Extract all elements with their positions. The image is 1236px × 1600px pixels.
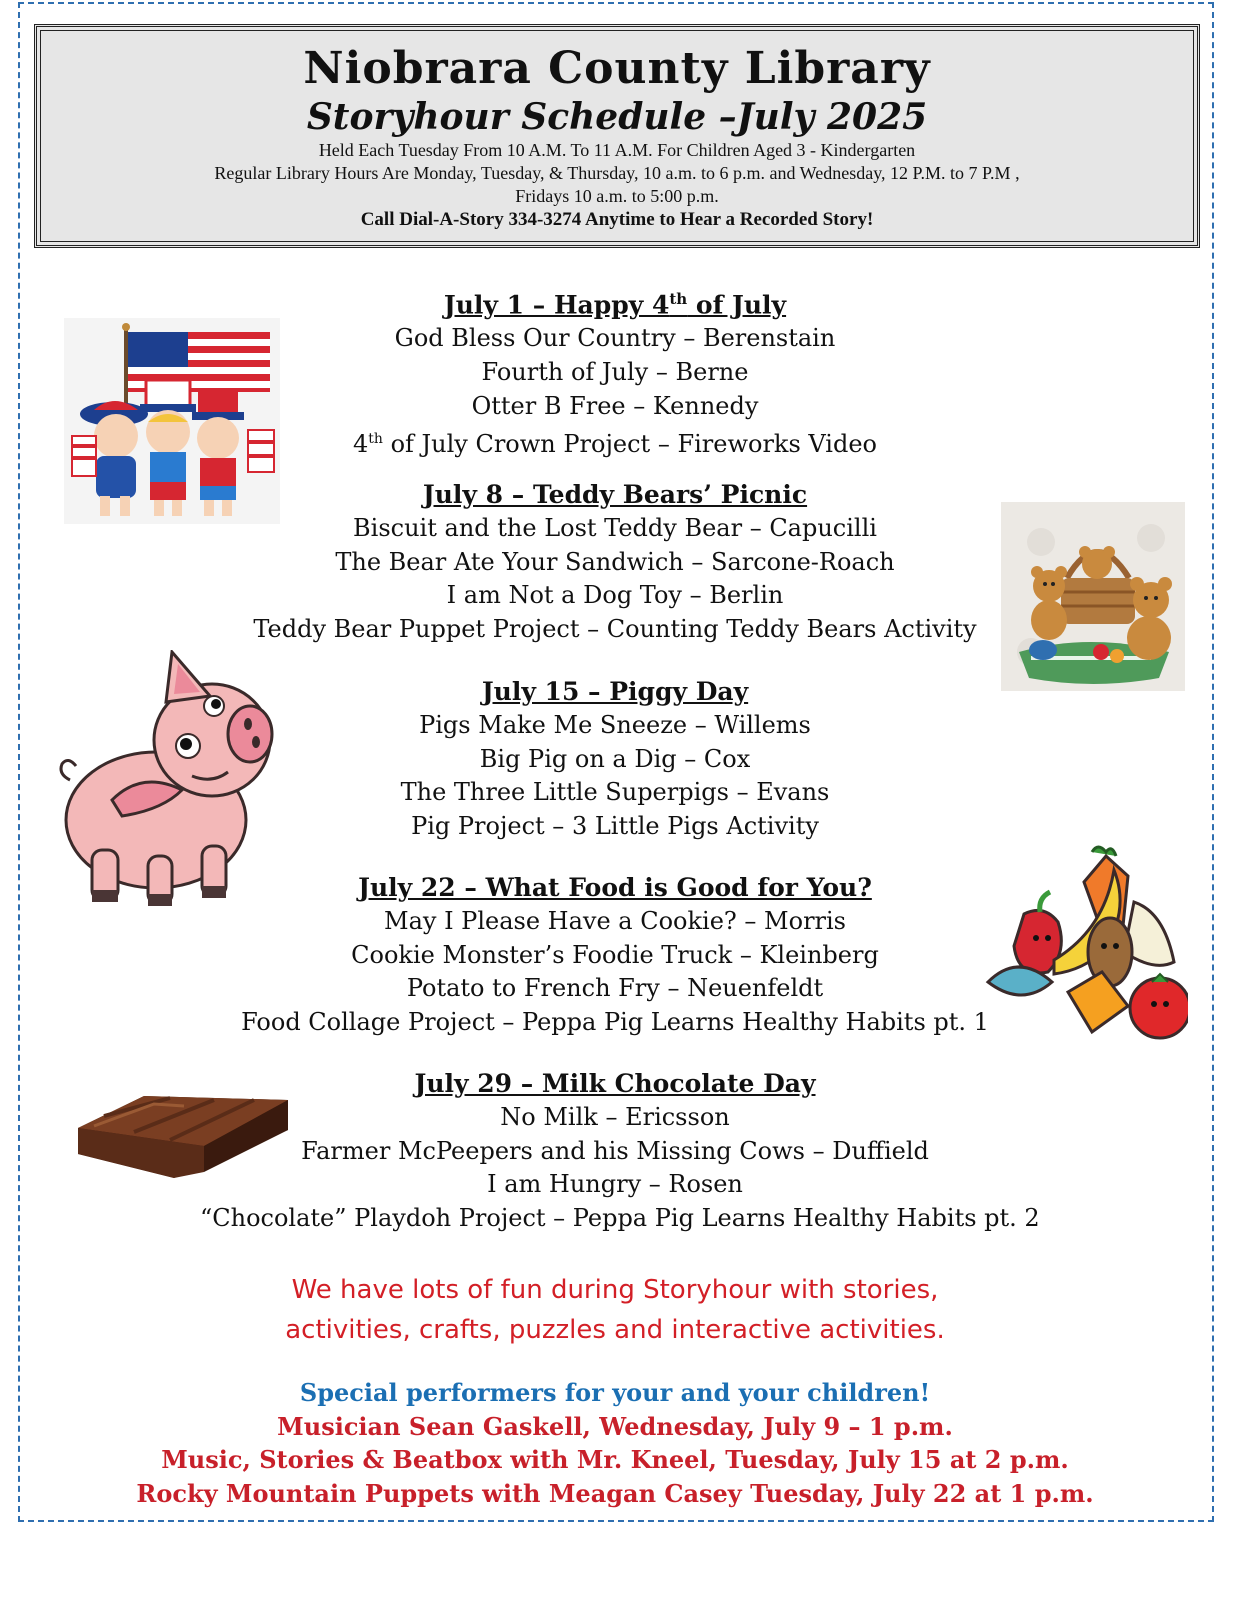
patriotic-kids-icon bbox=[64, 318, 280, 524]
section-july-29 bbox=[200, 1067, 1040, 1235]
book-item: Farmer McPeepers and his Missing Cows – Duffield bbox=[301, 1136, 929, 1165]
project-item: Teddy Bear Puppet Project – Counting Teddy Bears Activity bbox=[253, 614, 977, 643]
section-title: July 8 – Teddy Bears’ Picnic bbox=[422, 480, 808, 509]
book-item: Pigs Make Me Sneeze – Willems bbox=[419, 711, 811, 739]
book-item: Otter B Free – Kennedy bbox=[471, 391, 759, 420]
section-july-15 bbox=[200, 675, 1030, 843]
performer-event: Music, Stories & Beatbox with Mr. Kneel, Tuesday, July 15 at 2 p.m. bbox=[161, 1445, 1069, 1474]
fun-line: activities, crafts, puzzles and interactive activities. bbox=[285, 1315, 945, 1345]
book-item: The Bear Ate Your Sandwich – Sarcone-Roach bbox=[335, 547, 895, 576]
teddy-picnic-icon bbox=[1001, 502, 1185, 691]
project-item: Pig Project – 3 Little Pigs Activity bbox=[411, 811, 819, 840]
book-item: I am Hungry – Rosen bbox=[487, 1170, 743, 1199]
section-july-22 bbox=[200, 871, 1030, 1039]
performer-event: Musician Sean Gaskell, Wednesday, July 9 – 1 p.m. bbox=[277, 1411, 953, 1441]
book-item: Cookie Monster’s Foodie Truck – Kleinberg bbox=[351, 940, 879, 969]
book-item: God Bless Our Country – Berenstain bbox=[394, 324, 836, 353]
book-item: The Three Little Superpigs – Evans bbox=[400, 778, 830, 807]
special-performers bbox=[60, 1376, 1170, 1510]
book-item: No Milk – Ericsson bbox=[500, 1103, 730, 1131]
friday-hours-line: Fridays 10 a.m. to 5:00 p.m. bbox=[515, 186, 719, 206]
book-item: Big Pig on a Dig – Cox bbox=[479, 744, 751, 773]
dial-a-story-line: Call Dial-A-Story 334-3274 Anytime to Hear a Recorded Story! bbox=[360, 209, 874, 230]
fun-message bbox=[100, 1270, 1130, 1350]
library-hours-line: Regular Library Hours Are Monday, Tuesday, & Thursday, 10 a.m. to 6 p.m. and Wednesday, 12 P.M. to 7 P.M , bbox=[214, 163, 1020, 183]
performer-event: Rocky Mountain Puppets with Meagan Casey Tuesday, July 22 at 1 p.m. bbox=[136, 1478, 1094, 1508]
section-title: July 29 – Milk Chocolate Day bbox=[414, 1069, 816, 1098]
fun-line: We have lots of fun during Storyhour with stories, bbox=[291, 1275, 939, 1305]
book-item: Fourth of July – Berne bbox=[481, 357, 749, 386]
header-inner-frame bbox=[40, 30, 1194, 242]
pig-icon bbox=[52, 650, 276, 912]
book-item: May I Please Have a Cookie? – Morris bbox=[384, 907, 846, 935]
library-name: Niobrara County Library bbox=[303, 43, 931, 94]
book-item: Biscuit and the Lost Teddy Bear – Capucilli bbox=[353, 514, 877, 542]
book-item: Potato to French Fry – Neuenfeldt bbox=[406, 974, 824, 1003]
section-title: July 22 – What Food is Good for You? bbox=[358, 873, 872, 902]
storyhour-time-line: Held Each Tuesday From 10 A.M. To 11 A.M. For Children Aged 3 - Kindergarten bbox=[318, 140, 916, 160]
header-box bbox=[34, 24, 1200, 248]
schedule-title: Storyhour Schedule –July 2025 bbox=[306, 96, 928, 138]
chocolate-bar-icon bbox=[74, 1068, 288, 1180]
special-heading: Special performers for your and your children! bbox=[299, 1378, 931, 1407]
project-item: “Chocolate” Playdoh Project – Peppa Pig Learns Healthy Habits pt. 2 bbox=[200, 1203, 1040, 1232]
section-july-1 bbox=[200, 282, 1030, 462]
section-title: July 15 – Piggy Day bbox=[481, 677, 749, 706]
book-item: I am Not a Dog Toy – Berlin bbox=[446, 581, 784, 610]
food-characters-icon bbox=[984, 842, 1188, 1052]
project-item: Food Collage Project – Peppa Pig Learns Healthy Habits pt. 1 bbox=[241, 1007, 989, 1036]
section-july-8 bbox=[200, 478, 1030, 646]
project-item: 4th of July Crown Project – Fireworks Video bbox=[353, 430, 877, 459]
section-title: July 1 – Happy 4th of July bbox=[443, 290, 787, 320]
